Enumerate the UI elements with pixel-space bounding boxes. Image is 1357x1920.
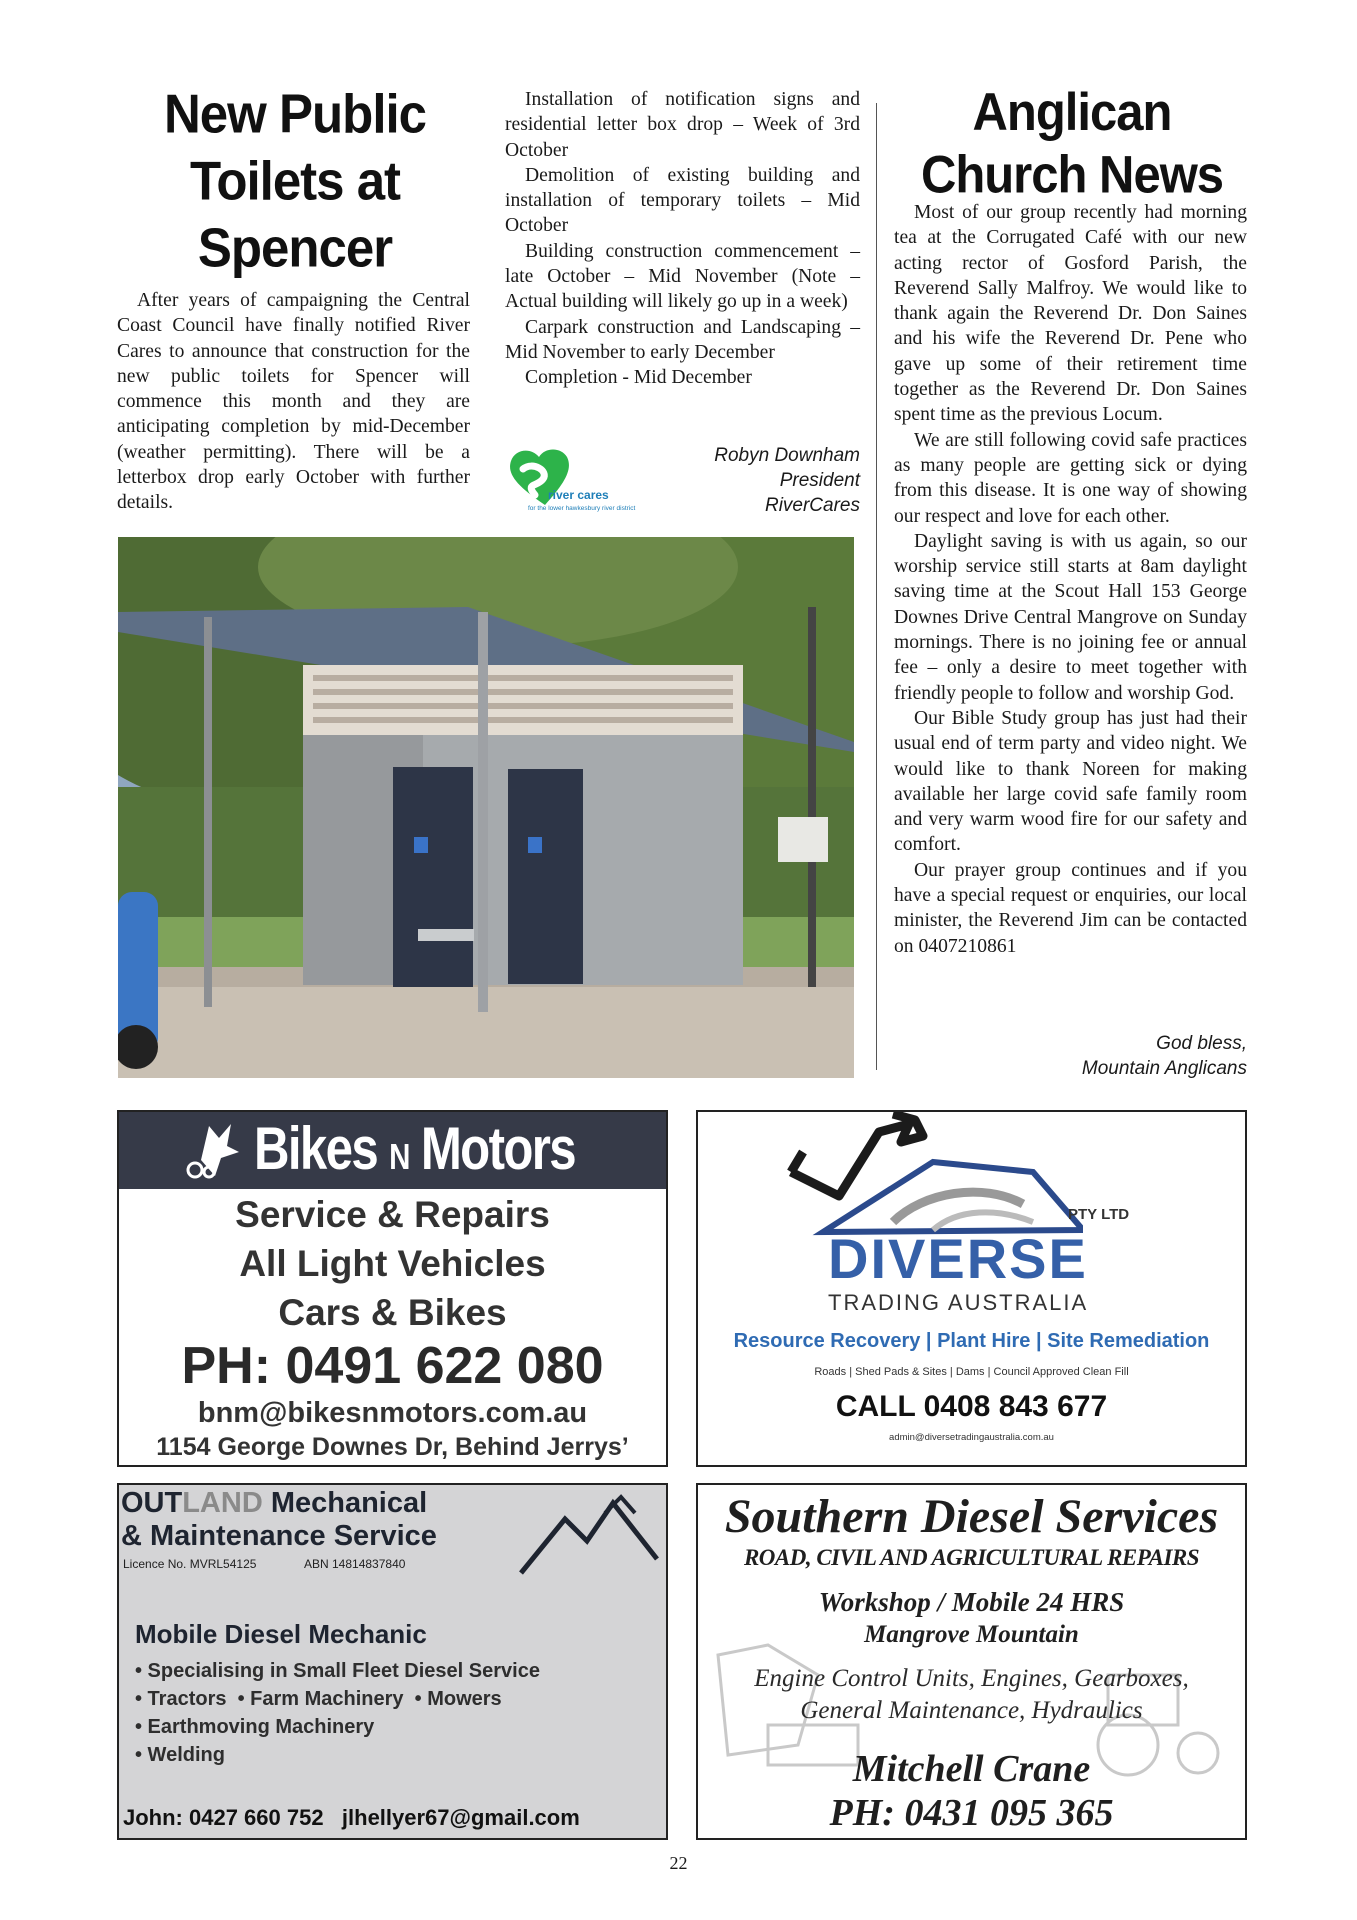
bikes-title: Bikes N Motors — [254, 1115, 575, 1182]
river-cares-name: river cares — [548, 488, 609, 502]
diverse-email: admin@diversetradingaustralia.com.au — [889, 1432, 1054, 1443]
river-cares-tagline: for the lower hawkesbury river district — [528, 505, 636, 512]
church-body — [894, 200, 1247, 959]
southern-contact-name: Mitchell Crane — [852, 1748, 1091, 1790]
diverse-name: DIVERSE — [828, 1227, 1088, 1290]
bikes-line: All Light Vehicles — [239, 1243, 546, 1284]
southern-services: Engine Control Units, Engines, Gearboxes, — [754, 1665, 1189, 1692]
toilets-schedule — [505, 87, 860, 391]
outland-title-2: & Maintenance Service — [121, 1520, 437, 1552]
diverse-services: Resource Recovery | Plant Hire | Site Remediation — [733, 1330, 1210, 1352]
schedule-item: Installation of notification signs and residential letter box drop – Week of 3rd October — [505, 89, 860, 161]
column-divider — [876, 103, 877, 1070]
southern-diesel-ad — [696, 1483, 1247, 1840]
toilets-headline: New Public Toilets at Spencer — [163, 82, 427, 279]
church-paragraph: Our Bible Study group has just had their usual end of term party and video night. We would like to thank Noreen for making available her large covid safe family room and very warm wood fire for our safety and comfort. — [894, 707, 1247, 856]
outland-bullet: • Specialising in Small Fleet Diesel Service — [135, 1660, 540, 1682]
mountains-logo-icon — [517, 1489, 667, 1579]
church-paragraph: Most of our group recently had morning tea at the Corrugated Café with our new acting rector of Gosford Parish, the Reverend Sally Malfroy. We would like to thank again the Reverend Dr. Don Saines and his wife the Reverend Dr. Pene who gave up some of their retirement time together as the Reverend Dr. Don Saines spent time as the previous Locum. — [894, 202, 1247, 426]
diverse-call: CALL 0408 843 677 — [835, 1390, 1108, 1423]
signature-org: RiverCares — [764, 495, 860, 516]
outland-bullet: • Tractors • Farm Machinery • Mowers — [135, 1688, 502, 1710]
outland-abn: ABN 14814837840 — [304, 1557, 406, 1571]
church-headline: Anglican Church News — [920, 83, 1224, 205]
page-number: 22 — [669, 1853, 688, 1873]
church-paragraph: We are still following covid safe practices as many people are getting sick or dying from this disease. It is one way of showing our respect and love for each other. — [894, 429, 1247, 527]
toilet-block-photo — [118, 537, 854, 1078]
southern-services: General Maintenance, Hydraulics — [800, 1697, 1143, 1724]
church-paragraph: Our prayer group continues and if you have a special request or enquiries, our local minister, the Reverend Jim can be contacted on 0407210861 — [894, 859, 1247, 957]
southern-name: Southern Diesel Services — [724, 1490, 1219, 1543]
bikes-n-motors-ad — [117, 1110, 668, 1467]
southern-hours: Workshop / Mobile 24 HRS — [818, 1587, 1125, 1617]
schedule-item: Carpark construction and Landscaping – Mid November to early December — [505, 316, 860, 363]
signature-name: Robyn Downham — [714, 445, 860, 466]
diverse-pty: PTY LTD — [1068, 1206, 1130, 1223]
schedule-item: Demolition of existing building and installation of temporary toilets – Mid October — [505, 164, 860, 237]
outland-licence: Licence No. MVRL54125 — [123, 1557, 257, 1571]
outland-heading: Mobile Diesel Mechanic — [135, 1619, 427, 1649]
outland-title: OUTLAND Mechanical — [121, 1487, 428, 1519]
diverse-sub-services: Roads | Shed Pads & Sites | Dams | Council Approved Clean Fill — [814, 1366, 1129, 1378]
southern-tagline: ROAD, CIVIL AND AGRICULTURAL REPAIRS — [743, 1545, 1200, 1570]
outland-bullet: • Welding — [135, 1744, 225, 1766]
bikes-email: bnm@bikesnmotors.com.au — [197, 1397, 588, 1429]
southern-location: Mangrove Mountain — [864, 1621, 1079, 1648]
outland-mechanical-ad — [117, 1483, 668, 1840]
southern-phone: PH: 0431 095 365 — [829, 1792, 1114, 1834]
toilets-paragraph: After years of campaigning the Central Coast Council have finally notified River Cares to announce that construction for the new public toilets for Spencer will commence this month and they are anticipating completion by mid-December (weather permitting). There will be a letterbox drop early October with further details. — [117, 290, 470, 514]
schedule-item: Completion - Mid December — [525, 367, 752, 389]
bikes-line: Service & Repairs — [235, 1194, 550, 1235]
schedule-item: Building construction commencement – late October – Mid November (Note – Actual building will likely go up in a week) — [505, 240, 860, 313]
bikes-line: Cars & Bikes — [278, 1292, 507, 1333]
bikes-phone: PH: 0491 622 080 — [181, 1337, 604, 1395]
pegasus-gear-icon — [179, 1116, 249, 1182]
outland-contact: John: 0427 660 752 jlhellyer67@gmail.com — [123, 1805, 580, 1830]
diverse-subtitle: TRADING AUSTRALIA — [828, 1290, 1089, 1315]
diverse-trading-ad — [696, 1110, 1247, 1467]
signature-role: President — [779, 470, 860, 491]
church-paragraph: Daylight saving is with us again, so our worship service still starts at 8am daylight saving time at the Scout Hall 153 George Downes Drive Central Mangrove on Sunday mornings. There is no joining fee or annual fee – only a desire to meet together with friendly people to follow and worship God. — [894, 530, 1247, 704]
toilets-signature — [660, 443, 860, 518]
church-signoff: God bless, Mountain Anglicans — [1081, 1033, 1247, 1079]
outland-bullet: • Earthmoving Machinery — [135, 1716, 375, 1738]
bikes-address: 1154 George Downes Dr, Behind Jerrys’ — [156, 1433, 629, 1461]
